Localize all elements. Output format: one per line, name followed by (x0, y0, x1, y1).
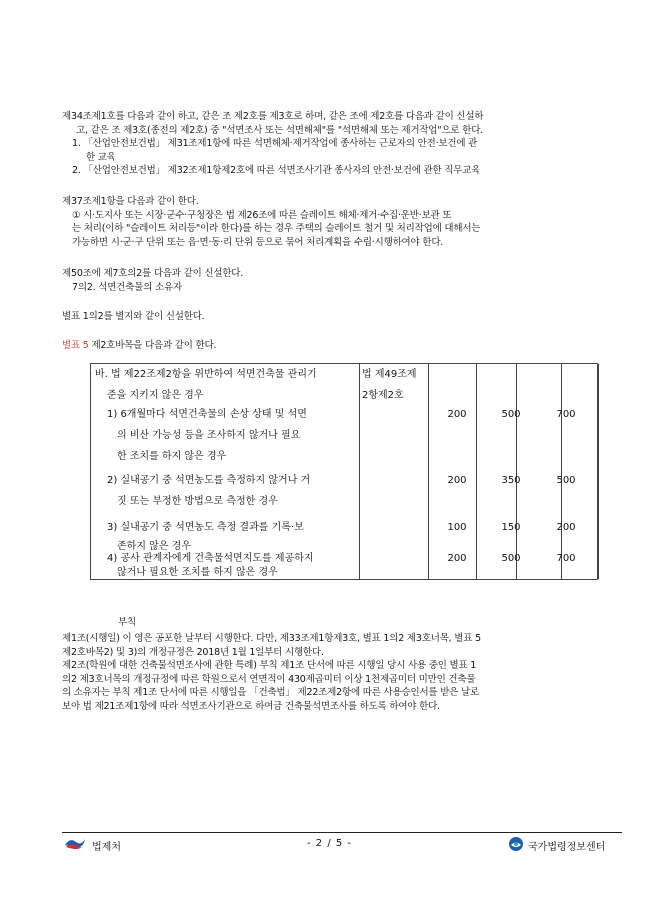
table-row-4-second-fine: 500 (501, 553, 521, 564)
article-34-item1-cont: 한 교육 (86, 151, 116, 163)
article-34-item2: 2. 「산업안전보건법」 제32조제1항제2호에 따른 석면조사기관 종사자의 안전·보건에 관한 직무교육 (72, 165, 481, 176)
table-row-3-second-fine: 150 (501, 522, 521, 533)
footer-divider (62, 832, 622, 833)
table-row-1-second-fine: 500 (501, 409, 521, 420)
footer-center-name: 국가법령정보센터 (528, 842, 606, 853)
article-37-line1: ① 시·도지사 또는 시장·군수·구청장은 법 제26조에 따른 슬레이트 해체·제거·수집·운반·보관 또 (72, 209, 452, 221)
table-row-4-text: 않거나 필요한 조치를 하지 않은 경우 (117, 567, 278, 578)
table-law-reference: 법 제49조제 (362, 369, 417, 380)
table-row-1-first-fine: 200 (447, 409, 467, 420)
table-row-2-text: 짓 또는 부정한 방법으로 측정한 경우 (117, 496, 278, 507)
supplementary-heading: 부칙 (118, 617, 136, 628)
article-34-item1: 1. 「산업안전보건법」 제31조제1항에 따른 석면해체·제거작업에 종사하는 근로자의 안전·보건에 관 (72, 138, 478, 149)
table-row-3-first-fine: 100 (447, 522, 467, 533)
table-1-2-text: 별표 1의2를 별지와 같이 신설한다. (62, 311, 205, 322)
supplementary-title (118, 616, 655, 630)
supplementary-article-2-cont: 의2 제3호너목의 개정규정에 따른 학원으로서 연면적이 430제곱미터 이상 1천제곱미터 미만인 건축물 (62, 673, 476, 685)
table-row-4-first-fine: 200 (447, 553, 467, 564)
article-37-amendment (62, 195, 602, 249)
supplementary-article-1: 제1조(시행일) 이 영은 공포한 날부터 시행한다. 다만, 제33조제1항제3호, 별표 1의2 제3호너목, 별표 5 (62, 633, 481, 644)
table-5-link[interactable]: 별표 5 (62, 340, 89, 351)
page-number: - 2 / 5 - (307, 838, 353, 849)
table-law-reference-cont: 2항제2호 (362, 390, 404, 401)
supplementary-provisions (62, 632, 602, 713)
table-row-3-text: 3) 실내공기 중 석면농도 측정 결과를 기록·보 (107, 522, 304, 533)
table-row-1-text: 1) 6개월마다 석면건축물의 손상 상태 및 석면 (107, 409, 307, 420)
article-50-item: 7의2. 석면건축물의 소유자 (72, 281, 182, 293)
table-5-note (62, 339, 602, 353)
article-37-line2: 는 처리(이하 "슬레이트 처리등"이라 한다)를 하는 경우 주택의 슬레이트 철거 및 처리작업에 대해서는 (72, 223, 481, 234)
table-row-2-second-fine: 350 (501, 475, 521, 486)
table-row-1-text: 한 조치를 하지 않은 경우 (117, 451, 227, 462)
moleg-logo-icon (64, 836, 86, 850)
table-1-2-note (62, 310, 602, 324)
table-divider (359, 364, 360, 579)
supplementary-article-2-cont: 보아 법 제21조제1항에 따라 석면조사기관으로 하여금 건축물석면조사를 하도록 하여야 한다. (62, 700, 440, 712)
law-center-logo-icon (508, 836, 524, 852)
supplementary-article-1-cont: 제2호바목2) 및 3)의 개정규정은 2018년 1월 1일부터 시행한다. (62, 646, 324, 658)
supplementary-article-2-cont: 의 소유자는 부칙 제1조 단서에 따른 시행일을 「건축법」 제22조제2항에 따른 사용승인서를 받은 날로 (62, 687, 479, 698)
article-50-amendment (62, 267, 602, 294)
table-divider (428, 364, 429, 579)
table-divider (598, 364, 599, 579)
table-section-title: 바. 법 제22조제2항을 위반하여 석면건축물 관리기 (95, 369, 317, 380)
footer-org-name: 법제처 (92, 842, 121, 853)
table-row-3-text: 존하지 않은 경우 (117, 541, 191, 552)
table-row-4-third-fine: 700 (556, 553, 576, 564)
article-37-line3: 가능하면 시·군·구 단위 또는 읍·면·동·리 단위 등으로 묶어 처리계획을 수립·시행하여야 한다. (72, 236, 444, 248)
article-34-line1: 제34조제1호를 다음과 같이 하고, 같은 조 제2호를 제3호로 하며, 같은 조에 제2호를 다음과 같이 신설하 (62, 111, 484, 122)
article-37-head: 제37조제1항을 다음과 같이 한다. (62, 196, 199, 207)
table-row-3-third-fine: 200 (556, 522, 576, 533)
article-34-amendment (62, 110, 602, 178)
table-5-text: 제2호바목을 다음과 같이 한다. (88, 340, 217, 351)
article-34-line2: 고, 같은 조 제3호(종전의 제2호) 중 "석면조사 또는 석면해체"를 "석면해체 또는 제거작업"으로 한다. (76, 124, 484, 136)
table-row-2-first-fine: 200 (447, 475, 467, 486)
table-row-1-third-fine: 700 (556, 409, 576, 420)
penalty-table (90, 363, 598, 580)
table-section-title-cont: 준을 지키지 않은 경우 (107, 390, 204, 401)
supplementary-article-2: 제2조(학원에 대한 건축물석면조사에 관한 특례) 부칙 제1조 단서에 따른 시행일 당시 사용 중인 별표 1 (62, 660, 477, 671)
table-row-4-text: 4) 공사 관계자에게 건축물석면지도를 제공하지 (107, 553, 314, 564)
table-row-2-third-fine: 500 (556, 475, 576, 486)
table-row-1-text: 의 비산 가능성 등을 조사하지 않거나 필요 (117, 430, 301, 441)
article-50-head: 제50조에 제7호의2를 다음과 같이 신설한다. (62, 268, 244, 279)
table-row-2-text: 2) 실내공기 중 석면농도를 측정하지 않거나 거 (107, 475, 311, 486)
